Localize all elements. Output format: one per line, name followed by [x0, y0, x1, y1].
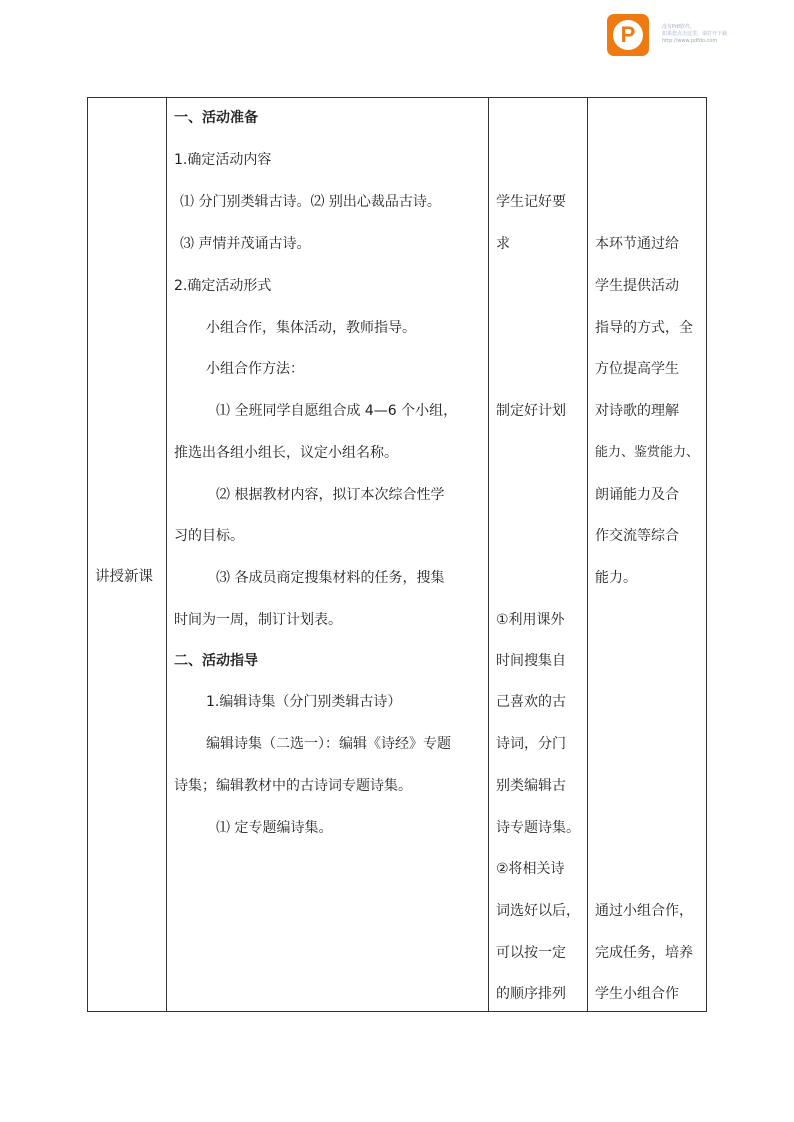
- content-line: 习的目标。: [174, 528, 244, 544]
- table-divider: [488, 97, 489, 1012]
- content-line: ⑴ 全班同学自愿组合成 4—6 个小组，: [216, 403, 458, 419]
- student-line: ②将相关诗: [496, 861, 565, 877]
- student-line: 可以按一定: [496, 945, 566, 961]
- content-line: ⑶ 声情并茂诵古诗。: [180, 236, 311, 252]
- content-line: 小组合作，集体活动，教师指导。: [206, 320, 416, 336]
- watermark-line: 没有Pdf软件，: [662, 24, 695, 30]
- student-line: 学生记好要: [496, 194, 566, 210]
- table-divider: [587, 97, 588, 1012]
- section-heading: 二、活动指导: [174, 653, 258, 669]
- student-line: 词选好以后，: [496, 903, 580, 919]
- intent-line: 学生小组合作: [595, 986, 679, 1002]
- student-line: ①利用课外: [496, 612, 565, 628]
- watermark-link[interactable]: http://www.pdfdo.com: [662, 38, 718, 44]
- intent-line: 能力。: [595, 570, 637, 586]
- content-line: 1.编辑诗集（分门别类辑古诗）: [206, 694, 402, 710]
- intent-line: 通过小组合作，: [595, 903, 693, 919]
- student-line: 时间搜集自: [496, 653, 566, 669]
- intent-line: 能力、鉴赏能力、: [595, 445, 700, 460]
- content-line: 推选出各组小组长，议定小组名称。: [174, 445, 398, 461]
- student-line: 别类编辑古: [496, 778, 566, 794]
- intent-line: 学生提供活动: [595, 278, 679, 294]
- intent-line: 朗诵能力及合: [595, 487, 679, 503]
- intent-line: 作交流等综合: [595, 528, 679, 544]
- student-line: 制定好计划: [496, 403, 566, 419]
- watermark-line: 如果您点击这里，请打开下载: [662, 31, 728, 37]
- content-line: 诗集；编辑教材中的古诗词专题诗集。: [174, 778, 412, 794]
- intent-line: 指导的方式，全: [595, 320, 693, 336]
- content-line: ⑴ 定专题编诗集。: [216, 820, 333, 836]
- content-line: 编辑诗集（二选一）：编辑《诗经》专题: [206, 736, 451, 752]
- watermark-text: [662, 24, 782, 45]
- pdf-logo-icon: [607, 14, 649, 56]
- row-label: 讲授新课: [95, 569, 153, 585]
- student-line: 己喜欢的古: [496, 694, 566, 710]
- intent-line: 完成任务，培养: [595, 945, 693, 961]
- table-divider: [166, 97, 167, 1012]
- section-heading: 一、活动准备: [174, 110, 258, 126]
- content-line: ⑴ 分门别类辑古诗。⑵ 别出心裁品古诗。: [180, 194, 441, 210]
- student-line: 诗专题诗集。: [496, 820, 580, 836]
- intent-line: 本环节通过给: [595, 236, 679, 252]
- content-line: 小组合作方法：: [206, 361, 304, 377]
- content-line: 2.确定活动形式: [174, 278, 272, 294]
- content-line: ⑵ 根据教材内容，拟订本次综合性学: [216, 487, 445, 503]
- student-line: 求: [496, 236, 510, 252]
- student-line: 诗词，分门: [496, 736, 566, 752]
- content-line: 1.确定活动内容: [174, 152, 272, 168]
- student-line: 的顺序排列: [496, 986, 566, 1002]
- intent-line: 方位提高学生: [595, 361, 679, 377]
- intent-line: 对诗歌的理解: [595, 403, 679, 419]
- logo-letter: P: [613, 20, 643, 50]
- content-line: 时间为一周，制订计划表。: [174, 612, 342, 628]
- content-line: ⑶ 各成员商定搜集材料的任务，搜集: [216, 570, 445, 586]
